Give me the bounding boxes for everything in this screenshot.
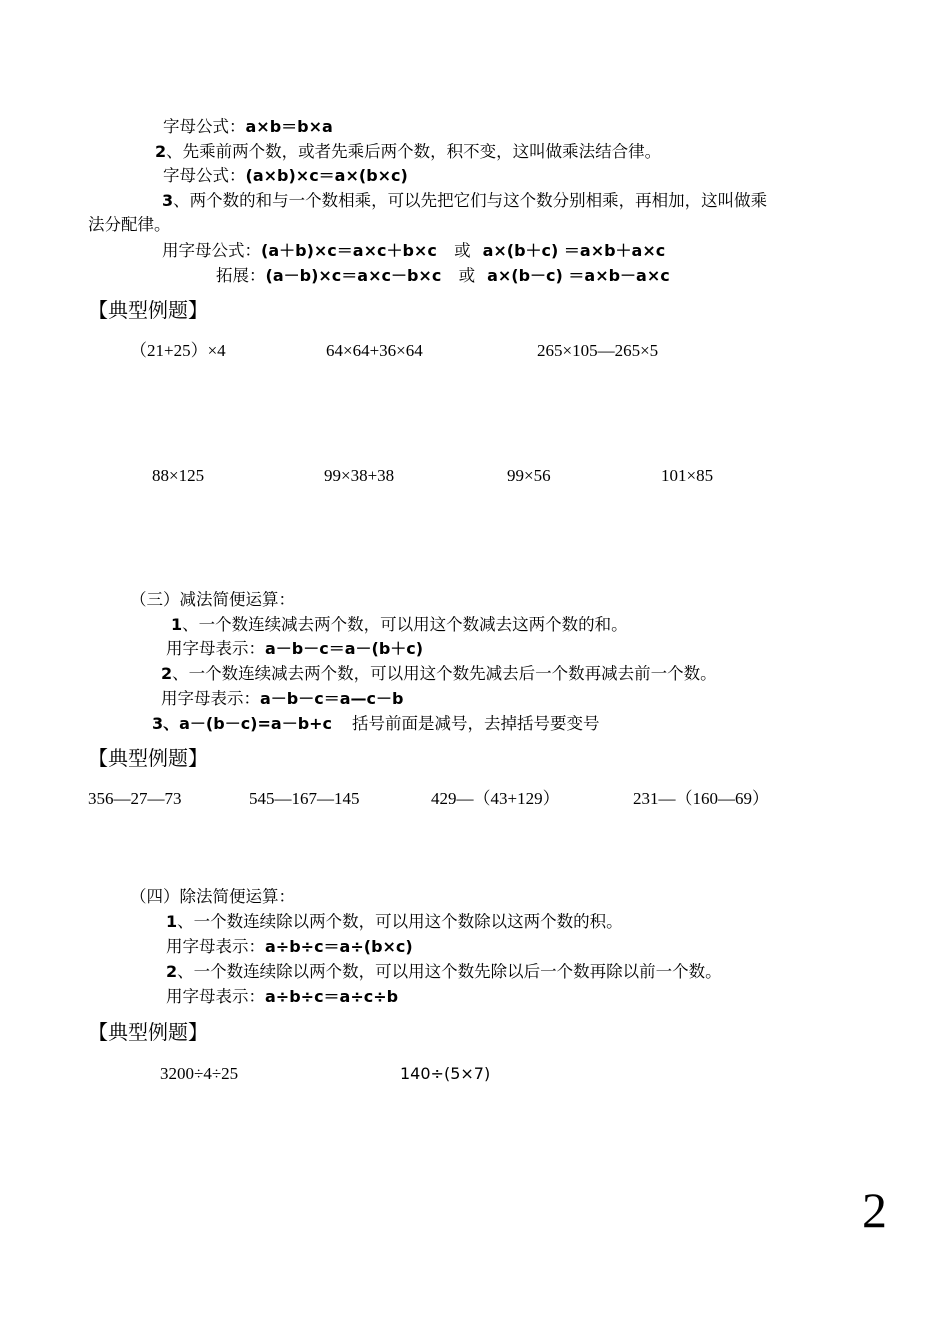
- div-rule-1: [166, 911, 623, 933]
- mult-distributive-rule-cont: 法分配律。: [88, 215, 171, 234]
- example-item: 3200÷4÷25: [160, 1064, 239, 1083]
- mult-associative-rule: [155, 141, 661, 163]
- formula-text: 3、a－(b－c)=a－b+c: [152, 714, 333, 733]
- formula-text: a－b－c＝a—c－b: [260, 689, 404, 708]
- rule-text: 、先乘前两个数，或者先乘后两个数，积不变，这叫做乘法结合律。: [166, 142, 662, 161]
- mult-distributive-formula: [162, 240, 665, 262]
- div-formula-1: [166, 936, 413, 958]
- page-number: 2: [862, 1182, 887, 1238]
- rule-number: 2: [161, 664, 173, 683]
- formula-label: 字母公式：: [163, 117, 246, 136]
- formula-label: 用字母表示：: [161, 689, 260, 708]
- section-title: （四）除法简便运算：: [130, 887, 295, 906]
- rule-text: 、一个数连续减去两个数，可以用这个数减去这两个数的和。: [182, 615, 628, 634]
- div-rule-2: [166, 961, 722, 983]
- or-text: 或: [458, 266, 476, 285]
- formula-text: a×(b＋c) ＝a×b＋a×c: [482, 241, 666, 260]
- formula-text: (a×b)×c＝a×(b×c): [245, 166, 408, 185]
- example-heading: 【典型例题】: [88, 746, 208, 770]
- example-item: （21+25）×4: [130, 341, 226, 360]
- example-item: 356—27—73: [88, 789, 182, 808]
- mult-commutative-formula: [163, 116, 333, 138]
- formula-label: 用字母表示：: [166, 937, 265, 956]
- example-heading: 【典型例题】: [88, 1020, 208, 1044]
- example-item: 64×64+36×64: [326, 341, 423, 360]
- example-item: 99×56: [507, 466, 551, 485]
- example-item: 140÷(5×7): [400, 1064, 491, 1083]
- sub-rule-2: [161, 663, 717, 685]
- rule-number: 1: [171, 615, 183, 634]
- sub-rule-3: [152, 713, 600, 735]
- or-text: 或: [454, 241, 471, 260]
- rule-number: 3: [162, 191, 174, 210]
- example-item: 99×38+38: [324, 466, 395, 485]
- formula-label: 用字母公式：: [162, 241, 261, 260]
- rule-number: 1: [166, 912, 178, 931]
- formula-text: a÷b÷c＝a÷c÷b: [265, 987, 399, 1006]
- rule-text: 、一个数连续减去两个数，可以用这个数先减去后一个数再减去前一个数。: [172, 664, 717, 683]
- example-item: 429—（43+129）: [431, 789, 560, 808]
- formula-text: a－b－c＝a－(b＋c): [265, 639, 424, 658]
- formula-text: a×(b－c) ＝a×b－a×c: [487, 266, 670, 285]
- rule-number: 2: [155, 142, 167, 161]
- example-item: 101×85: [661, 466, 714, 485]
- sub-formula-1: [166, 638, 423, 660]
- formula-text: a×b＝b×a: [245, 117, 333, 136]
- example-item: 545—167—145: [249, 789, 360, 808]
- rule-text: 括号前面是减号，去掉括号要变号: [352, 714, 600, 733]
- div-formula-2: [166, 986, 398, 1008]
- section-title: （三）减法简便运算：: [130, 590, 295, 609]
- example-heading: 【典型例题】: [88, 298, 208, 322]
- formula-label: 拓展：: [216, 266, 266, 285]
- rule-text: 、两个数的和与一个数相乘，可以先把它们与这个数分别相乘，再相加，这叫做乘: [173, 191, 768, 210]
- formula-label: 用字母表示：: [166, 987, 265, 1006]
- mult-associative-formula: [163, 165, 408, 187]
- formula-label: 用字母表示：: [166, 639, 265, 658]
- formula-label: 字母公式：: [163, 166, 246, 185]
- sub-rule-1: [171, 614, 628, 636]
- formula-text: (a＋b)×c＝a×c＋b×c: [261, 241, 437, 260]
- rule-number: 2: [166, 962, 178, 981]
- example-item: 88×125: [152, 466, 205, 485]
- rule-text: 、一个数连续除以两个数，可以用这个数先除以后一个数再除以前一个数。: [177, 962, 722, 981]
- mult-extension-formula: [216, 265, 670, 287]
- formula-text: a÷b÷c＝a÷(b×c): [265, 937, 413, 956]
- example-item: 231—（160—69）: [633, 789, 769, 808]
- mult-distributive-rule: [162, 190, 767, 212]
- formula-text: (a－b)×c＝a×c－b×c: [265, 266, 442, 285]
- rule-text: 、一个数连续除以两个数，可以用这个数除以这两个数的积。: [177, 912, 623, 931]
- sub-formula-2: [161, 688, 403, 710]
- example-item: 265×105—265×5: [537, 341, 659, 360]
